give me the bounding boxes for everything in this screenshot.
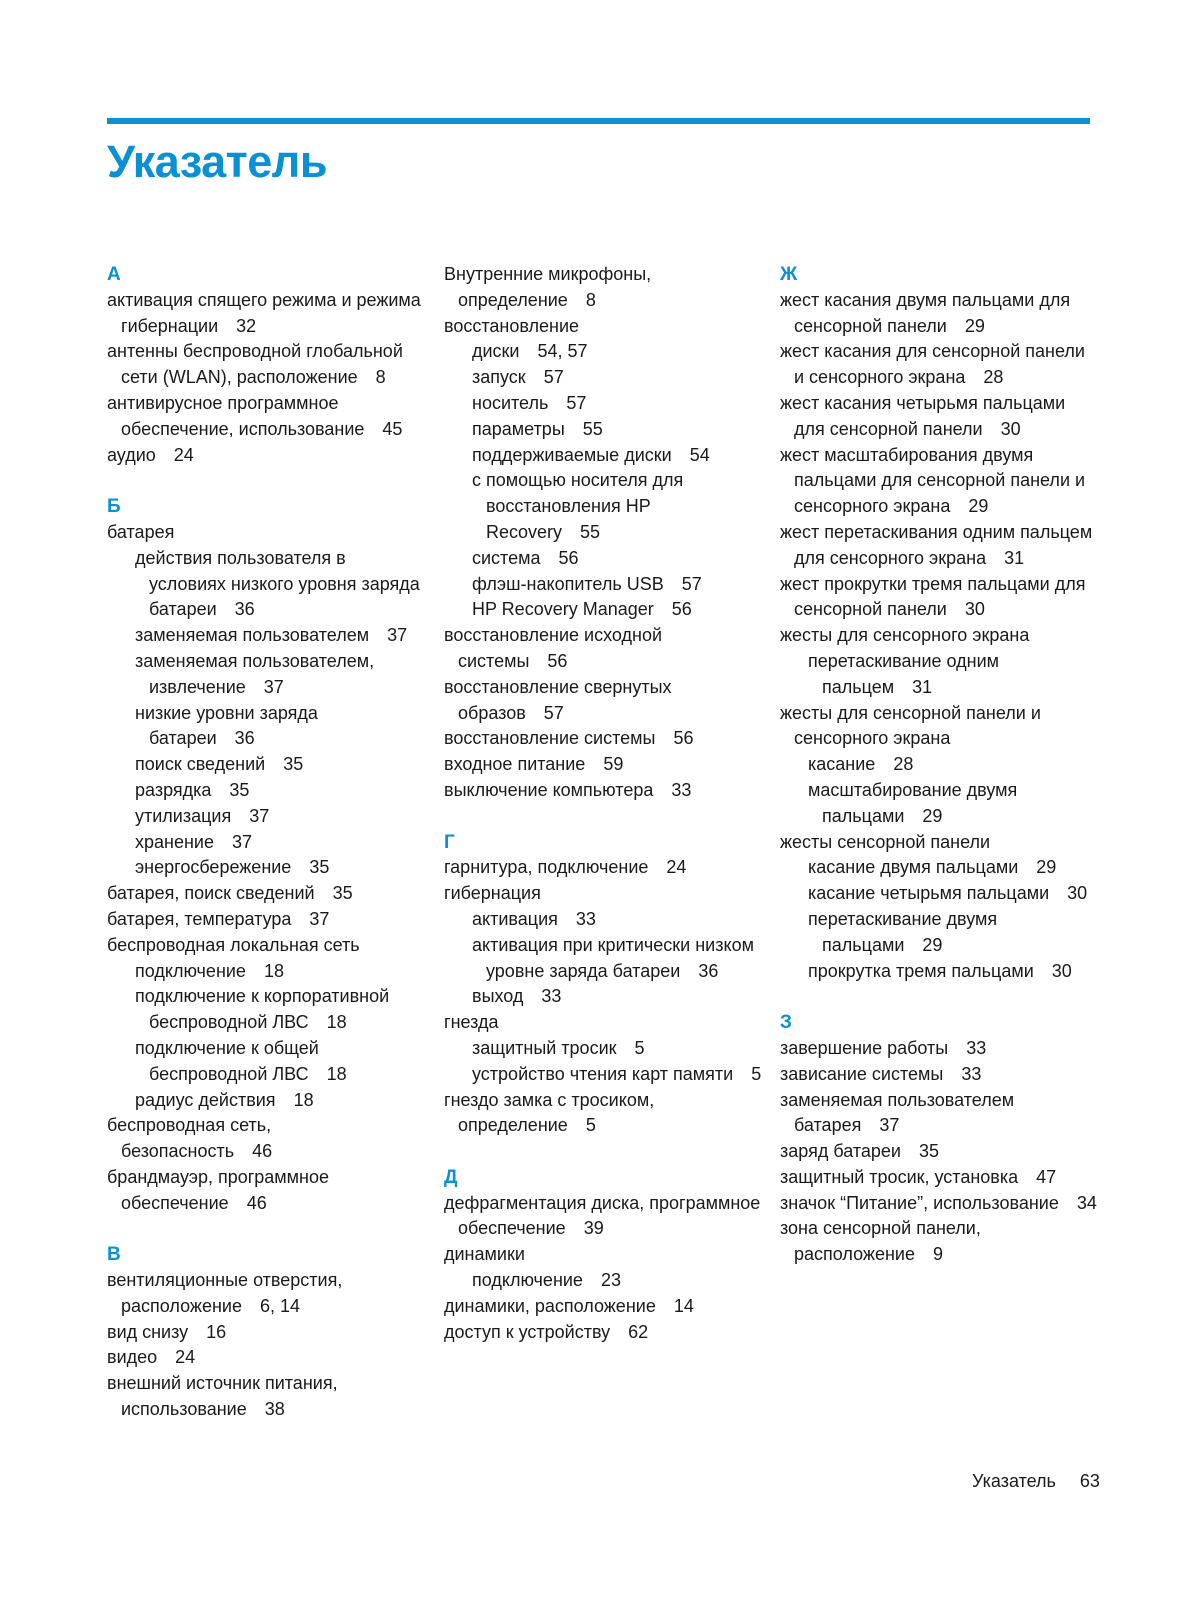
index-page-ref: 56	[547, 650, 568, 671]
index-term: прокрутка тремя пальцами	[808, 960, 1034, 981]
index-term: касание двумя пальцами	[808, 857, 1019, 878]
index-subentry	[107, 649, 425, 701]
index-term: радиус действия	[135, 1089, 276, 1110]
index-page-ref: 35	[283, 754, 304, 775]
index-page-ref: 5	[634, 1037, 645, 1058]
index-page-ref: 18	[326, 1012, 347, 1033]
index-entry	[107, 1320, 425, 1346]
index-term: параметры	[472, 418, 565, 439]
index-page-ref: 33	[671, 779, 692, 800]
index-term: диски	[472, 341, 520, 362]
index-term: защитный тросик, установка	[780, 1166, 1019, 1187]
index-term: перетаскивание двумя пальцами	[808, 908, 998, 955]
index-entry	[107, 1113, 425, 1165]
index-subentry	[780, 778, 1098, 830]
index-page-ref: 55	[582, 418, 603, 439]
index-subentry	[107, 984, 425, 1036]
index-entry	[444, 1294, 762, 1320]
index-letter-heading: Г	[444, 831, 455, 853]
index-entry	[444, 881, 762, 907]
index-subentry	[444, 339, 762, 365]
index-subentry	[444, 391, 762, 417]
index-page-ref: 56	[673, 728, 694, 749]
index-page-ref: 14	[673, 1295, 694, 1316]
index-page-ref: 46	[252, 1141, 273, 1162]
index-subentry	[107, 623, 425, 649]
index-term: внешний источник питания, использование	[107, 1373, 338, 1420]
index-term: жесты сенсорной панели	[780, 831, 991, 852]
index-term: подключение	[135, 960, 246, 981]
index-entry	[444, 752, 762, 778]
index-subentry	[107, 546, 425, 623]
index-subentry	[780, 907, 1098, 959]
index-page-ref: 9	[932, 1244, 943, 1265]
index-entry	[107, 288, 425, 340]
index-term: выход	[472, 986, 524, 1007]
index-page-ref: 28	[893, 754, 914, 775]
index-entry	[780, 1062, 1098, 1088]
index-page-ref: 39	[583, 1218, 604, 1239]
index-term: жесты для сенсорной панели и сенсорного экрана	[780, 702, 1041, 749]
index-term: Внутренние микрофоны, определение	[444, 264, 652, 310]
index-page-ref: 36	[234, 599, 255, 620]
index-page-ref: 57	[543, 702, 564, 723]
index-term: беспроводная локальная сеть	[107, 934, 360, 955]
index-page-ref: 57	[543, 367, 564, 388]
index-entry	[444, 623, 762, 675]
index-page-ref: 37	[309, 908, 330, 929]
index-subentry	[107, 778, 425, 804]
index-subentry	[107, 959, 425, 985]
index-term: жест касания двумя пальцами для сенсорной панели	[780, 289, 1071, 336]
index-term: поддерживаемые диски	[472, 444, 672, 465]
index-page-ref: 24	[173, 444, 194, 465]
index-term: дефрагментация диска, программное обеспечение	[444, 1192, 761, 1239]
index-entry	[107, 520, 425, 546]
index-term: заменяемая пользователем батарея	[780, 1089, 1015, 1136]
index-entry	[780, 1139, 1098, 1165]
index-entry	[444, 855, 762, 881]
index-term: жест перетаскивания одним пальцем для сенсорного экрана	[780, 521, 1093, 568]
index-page-ref: 8	[585, 289, 596, 310]
index-page-ref: 36	[234, 728, 255, 749]
index-page-ref: 54, 57	[537, 341, 588, 362]
index-entry	[107, 881, 425, 907]
index-subentry	[444, 468, 762, 545]
page-footer	[972, 1471, 1100, 1492]
index-term: восстановление свернутых образов	[444, 676, 672, 723]
index-entry	[780, 1216, 1098, 1268]
index-page-ref: 37	[387, 625, 408, 646]
index-page-ref: 29	[1036, 857, 1057, 878]
index-letter-heading: З	[780, 1012, 792, 1034]
index-term: хранение	[135, 831, 214, 852]
index-page-ref: 32	[236, 315, 257, 336]
index-entry	[444, 1320, 762, 1346]
index-term: зона сенсорной панели, расположение	[780, 1218, 981, 1265]
index-term: жест масштабирования двумя пальцами для сенсорной панели и сенсорного экрана	[780, 444, 1086, 517]
index-page-ref: 18	[326, 1063, 347, 1084]
index-term: активация при критически низком уровне заряда батареи	[472, 934, 754, 981]
index-page-ref: 35	[332, 883, 353, 904]
index-page-ref: 16	[206, 1321, 227, 1342]
index-term: система	[472, 547, 541, 568]
index-page-ref: 59	[603, 754, 624, 775]
index-page-ref: 29	[922, 805, 943, 826]
index-term: зависание системы	[780, 1063, 944, 1084]
index-subentry	[107, 855, 425, 881]
index-page-ref: 30	[1000, 418, 1021, 439]
index-term: восстановление системы	[444, 728, 656, 749]
index-entry	[780, 520, 1098, 572]
index-entry	[107, 907, 425, 933]
index-subentry	[444, 365, 762, 391]
index-letter-heading: В	[107, 1244, 121, 1266]
index-page-ref: 24	[666, 857, 687, 878]
index-subentry	[107, 1036, 425, 1088]
index-page-ref: 30	[964, 599, 985, 620]
index-term: устройство чтения карт памяти	[472, 1063, 734, 1084]
index-entry	[444, 1242, 762, 1268]
page-title: Указатель	[107, 136, 327, 187]
index-page-ref: 30	[1067, 883, 1088, 904]
index-term: завершение работы	[780, 1037, 949, 1058]
index-entry	[780, 391, 1098, 443]
index-entry	[780, 1191, 1098, 1217]
index-page-ref: 29	[964, 315, 985, 336]
index-entry	[780, 339, 1098, 391]
index-entry	[107, 1268, 425, 1320]
index-subentry	[780, 649, 1098, 701]
index-entry	[780, 443, 1098, 520]
index-term: батарея, поиск сведений	[107, 883, 315, 904]
index-term: подключение к корпоративной беспроводной ЛВС	[135, 986, 390, 1033]
index-term: восстановление	[444, 315, 580, 336]
index-page-ref: 5	[585, 1115, 596, 1136]
index-entry	[444, 778, 762, 804]
index-page-ref: 37	[231, 831, 253, 852]
index-term: гнезда	[444, 1012, 499, 1033]
index-page-ref: 33	[575, 908, 596, 929]
index-term: жест прокрутки тремя пальцами для сенсорной панели	[780, 573, 1086, 620]
index-page-ref: 6, 14	[259, 1295, 301, 1316]
index-term: восстановление исходной системы	[444, 625, 663, 671]
index-term: вид снизу	[107, 1321, 189, 1342]
index-page-ref: 55	[580, 521, 601, 542]
index-term: действия пользователя в условиях низкого уровня заряда батареи	[135, 547, 420, 620]
index-page-ref: 35	[229, 779, 250, 800]
index-term: поиск сведений	[135, 754, 266, 775]
index-subentry	[444, 443, 762, 469]
index-subentry	[780, 855, 1098, 881]
index-entry	[780, 572, 1098, 624]
index-page-ref: 31	[1004, 547, 1025, 568]
index-page-ref: 37	[249, 805, 270, 826]
index-term: антенны беспроводной глобальной сети (WLAN), расположение	[107, 341, 403, 388]
index-term: заменяемая пользователем, извлечение	[135, 650, 375, 697]
index-page-ref: 37	[879, 1115, 900, 1136]
index-page-ref: 23	[600, 1270, 621, 1291]
index-page-ref: 29	[968, 496, 989, 517]
index-term: видео	[107, 1347, 158, 1368]
index-subentry	[780, 881, 1098, 907]
index-subentry	[444, 984, 762, 1010]
index-entry	[444, 675, 762, 727]
index-entry	[444, 726, 762, 752]
index-term: гарнитура, подключение	[444, 857, 649, 878]
index-term: брандмауэр, программное обеспечение	[107, 1166, 330, 1213]
index-entry	[107, 1165, 425, 1217]
index-term: с помощью носителя для восстановления HP Recovery	[472, 470, 684, 542]
index-subentry	[444, 597, 762, 623]
index-entry	[780, 1165, 1098, 1191]
index-entry	[780, 288, 1098, 340]
index-page-ref: 36	[698, 960, 719, 981]
index-entry	[780, 701, 1098, 753]
index-letter-heading: Ж	[780, 264, 798, 285]
index-term: вентиляционные отверстия, расположение	[107, 1270, 343, 1316]
index-page-ref: 18	[293, 1089, 314, 1110]
index-term: заряд батареи	[780, 1141, 901, 1162]
index-page-ref: 34	[1076, 1192, 1097, 1213]
index-term: носитель	[472, 392, 549, 413]
index-term: масштабирование двумя пальцами	[808, 779, 1018, 826]
index-page-ref: 47	[1036, 1166, 1057, 1187]
index-page-ref: 54	[689, 444, 710, 465]
index-term: жесты для сенсорного экрана	[780, 625, 1030, 646]
index-page-ref: 62	[628, 1321, 649, 1342]
index-entry	[780, 623, 1098, 649]
index-term: защитный тросик	[472, 1037, 617, 1058]
index-entry	[780, 1088, 1098, 1140]
index-subentry	[444, 417, 762, 443]
index-term: перетаскивание одним пальцем	[808, 650, 1000, 697]
footer-page-number: 63	[1079, 1471, 1100, 1491]
footer-label: Указатель	[972, 1471, 1056, 1491]
index-entry	[780, 830, 1098, 856]
index-entry	[444, 314, 762, 340]
index-term: разрядка	[135, 779, 212, 800]
index-term: значок “Питание”, использование	[780, 1192, 1059, 1213]
index-subentry	[107, 752, 425, 778]
index-page-ref: 24	[175, 1347, 196, 1368]
index-page-ref: 31	[912, 676, 933, 697]
index-subentry	[107, 1088, 425, 1114]
index-subentry	[444, 572, 762, 598]
index-page-ref: 8	[375, 367, 386, 388]
index-entry	[444, 1088, 762, 1140]
index-page-ref: 57	[566, 392, 587, 413]
index-page-ref: 35	[918, 1141, 939, 1162]
index-entry	[444, 1191, 762, 1243]
header-rule	[107, 118, 1090, 124]
index-subentry	[444, 933, 762, 985]
index-page-ref: 33	[961, 1063, 982, 1084]
index-page-ref: 56	[671, 599, 692, 620]
index-page-ref: 56	[558, 547, 579, 568]
index-term: HP Recovery Manager	[472, 599, 654, 620]
index-column-2	[444, 262, 762, 1345]
index-term: выключение компьютера	[444, 779, 654, 800]
index-term: заменяемая пользователем	[135, 625, 370, 646]
index-page-ref: 38	[264, 1399, 285, 1420]
index-subentry	[444, 907, 762, 933]
index-term: антивирусное программное обеспечение, использование	[107, 392, 365, 439]
index-page-ref: 57	[681, 573, 702, 594]
index-letter-heading: Д	[444, 1166, 458, 1188]
index-subentry	[107, 804, 425, 830]
index-page-ref: 30	[1051, 960, 1072, 981]
index-subentry	[444, 1268, 762, 1294]
index-entry	[107, 933, 425, 959]
index-term: гнездо замка с тросиком, определение	[444, 1089, 655, 1136]
index-column-3	[780, 262, 1098, 1268]
index-page-ref: 33	[966, 1037, 987, 1058]
index-term: батарея, температура	[107, 908, 292, 929]
index-page-ref: 35	[309, 857, 330, 878]
index-term: касание четырьмя пальцами	[808, 883, 1050, 904]
index-subentry	[444, 546, 762, 572]
index-term: батарея	[107, 521, 175, 542]
index-entry	[444, 1010, 762, 1036]
index-entry	[107, 443, 425, 469]
index-entry	[107, 1371, 425, 1423]
index-entry	[107, 1345, 425, 1371]
index-subentry	[107, 830, 425, 856]
index-column-1	[107, 262, 425, 1423]
index-subentry	[444, 1036, 762, 1062]
index-page-ref: 33	[541, 986, 562, 1007]
index-entry	[107, 339, 425, 391]
index-subentry	[107, 701, 425, 753]
index-page-ref: 28	[983, 367, 1004, 388]
index-page-ref: 45	[382, 418, 403, 439]
index-term: активация спящего режима и режима гибернации	[107, 289, 421, 336]
index-term: аудио	[107, 444, 156, 465]
index-term: запуск	[472, 367, 526, 388]
index-term: жест касания четырьмя пальцами для сенсорной панели	[780, 392, 1066, 439]
index-subentry	[780, 752, 1098, 778]
index-term: флэш-накопитель USB	[472, 573, 664, 594]
index-subentry	[780, 959, 1098, 985]
index-term: касание	[808, 754, 876, 775]
index-term: доступ к устройству	[444, 1321, 611, 1342]
index-term: подключение	[472, 1270, 583, 1291]
index-term: низкие уровни заряда батареи	[135, 702, 318, 749]
index-term: утилизация	[135, 805, 232, 826]
index-page-ref: 18	[263, 960, 284, 981]
index-subentry	[444, 1062, 762, 1088]
index-term: подключение к общей беспроводной ЛВС	[135, 1037, 319, 1084]
index-letter-heading: А	[107, 264, 121, 285]
index-letter-heading: Б	[107, 496, 121, 518]
index-term: энергосбережение	[135, 857, 292, 878]
index-page-ref: 5	[751, 1063, 762, 1084]
index-term: гибернация	[444, 883, 541, 904]
index-term: входное питание	[444, 754, 586, 775]
index-entry	[780, 1036, 1098, 1062]
index-entry	[444, 262, 762, 314]
index-entry	[107, 391, 425, 443]
index-term: беспроводная сеть, безопасность	[107, 1115, 272, 1162]
index-term: жест касания для сенсорной панели и сенсорного экрана	[780, 341, 1085, 388]
index-page-ref: 29	[922, 934, 943, 955]
index-page-ref: 37	[263, 676, 284, 697]
index-page-ref: 46	[246, 1192, 267, 1213]
index-term: активация	[472, 908, 558, 929]
index-term: динамики, расположение	[444, 1295, 656, 1316]
index-term: динамики	[444, 1244, 525, 1265]
